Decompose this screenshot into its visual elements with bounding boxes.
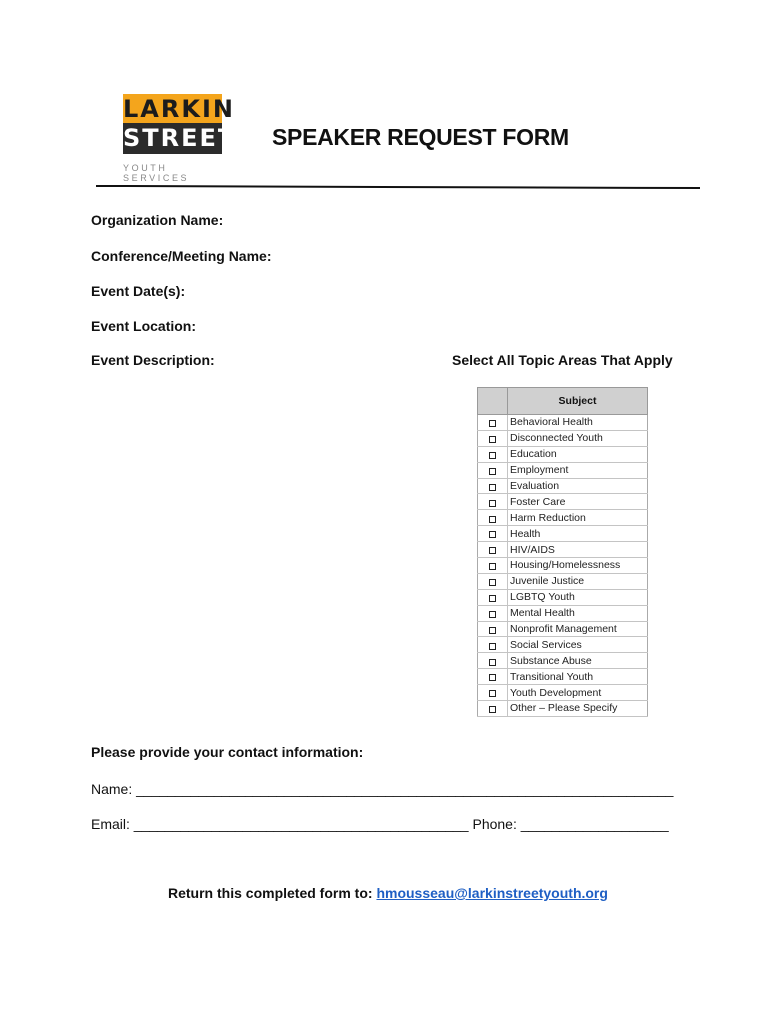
topic-checkbox-cell	[478, 573, 508, 589]
topic-label: Mental Health	[508, 605, 648, 621]
topic-label: Evaluation	[508, 478, 648, 494]
topic-checkbox[interactable]	[489, 690, 496, 697]
subject-column-header: Subject	[508, 388, 648, 415]
conference-name-label: Conference/Meeting Name:	[91, 248, 272, 264]
logo-street-block	[123, 123, 237, 154]
topic-checkbox[interactable]	[489, 643, 496, 650]
topic-checkbox-cell	[478, 415, 508, 431]
name-field[interactable]: Name: _____________________________________________________________________	[91, 781, 674, 797]
table-row	[478, 558, 648, 574]
table-row	[478, 542, 648, 558]
table-row	[478, 653, 648, 669]
table-row	[478, 573, 648, 589]
topic-checkbox[interactable]	[489, 627, 496, 634]
topic-label: Nonprofit Management	[508, 621, 648, 637]
topic-label: Other – Please Specify	[508, 701, 648, 717]
topic-checkbox-cell	[478, 589, 508, 605]
table-row	[478, 589, 648, 605]
topic-checkbox-cell	[478, 494, 508, 510]
table-row	[478, 669, 648, 685]
table-row	[478, 637, 648, 653]
topic-label: Health	[508, 526, 648, 542]
table-row	[478, 415, 648, 431]
event-description-label: Event Description:	[91, 352, 215, 368]
topic-checkbox-cell	[478, 558, 508, 574]
topic-label: Behavioral Health	[508, 415, 648, 431]
topic-label: Social Services	[508, 637, 648, 653]
logo-line-larkin: LARKIN	[123, 95, 235, 123]
table-row	[478, 701, 648, 717]
table-row	[478, 605, 648, 621]
topic-rows	[478, 415, 648, 717]
logo	[123, 94, 235, 125]
organization-name-label: Organization Name:	[91, 212, 224, 228]
email-phone-field[interactable]: Email: ___________________________________________ Phone: ___________________	[91, 816, 669, 832]
topic-checkbox-cell	[478, 478, 508, 494]
topic-label: HIV/AIDS	[508, 542, 648, 558]
topic-checkbox[interactable]	[489, 452, 496, 459]
topic-checkbox[interactable]	[489, 563, 496, 570]
topic-label: Transitional Youth	[508, 669, 648, 685]
page-title: SPEAKER REQUEST FORM	[272, 124, 569, 150]
topic-checkbox[interactable]	[489, 531, 496, 538]
topic-checkbox-cell	[478, 462, 508, 478]
topic-label: Disconnected Youth	[508, 430, 648, 446]
topic-checkbox[interactable]	[489, 595, 496, 602]
topic-checkbox-cell	[478, 542, 508, 558]
topic-label: Employment	[508, 462, 648, 478]
topic-checkbox[interactable]	[489, 500, 496, 507]
table-row	[478, 510, 648, 526]
topic-checkbox[interactable]	[489, 611, 496, 618]
topics-table	[477, 387, 648, 717]
topic-checkbox-cell	[478, 669, 508, 685]
topic-checkbox-cell	[478, 653, 508, 669]
topic-checkbox-cell	[478, 685, 508, 701]
topic-checkbox[interactable]	[489, 436, 496, 443]
topic-checkbox[interactable]	[489, 420, 496, 427]
return-email-link[interactable]: hmousseau@larkinstreetyouth.org	[376, 885, 608, 901]
title-divider	[96, 185, 700, 189]
topic-checkbox[interactable]	[489, 468, 496, 475]
topic-checkbox-cell	[478, 637, 508, 653]
return-instructions	[168, 885, 608, 901]
topic-checkbox-cell	[478, 446, 508, 462]
table-row	[478, 430, 648, 446]
topic-label: Substance Abuse	[508, 653, 648, 669]
topic-label: Foster Care	[508, 494, 648, 510]
topic-checkbox-cell	[478, 605, 508, 621]
table-row	[478, 685, 648, 701]
topic-checkbox[interactable]	[489, 579, 496, 586]
logo-tagline: YOUTH SERVICES	[123, 163, 190, 183]
topic-label: Education	[508, 446, 648, 462]
topic-checkbox-cell	[478, 526, 508, 542]
topic-checkbox-cell	[478, 430, 508, 446]
topic-checkbox[interactable]	[489, 674, 496, 681]
topic-checkbox-cell	[478, 701, 508, 717]
table-row	[478, 526, 648, 542]
topic-checkbox[interactable]	[489, 484, 496, 491]
checkbox-column-header	[478, 388, 508, 415]
topics-heading: Select All Topic Areas That Apply	[452, 352, 673, 368]
contact-heading: Please provide your contact information:	[91, 744, 364, 760]
topic-checkbox[interactable]	[489, 547, 496, 554]
topic-label: LGBTQ Youth	[508, 589, 648, 605]
table-row	[478, 446, 648, 462]
table-row	[478, 494, 648, 510]
topic-checkbox[interactable]	[489, 659, 496, 666]
table-row	[478, 621, 648, 637]
topic-label: Juvenile Justice	[508, 573, 648, 589]
topic-label: Youth Development	[508, 685, 648, 701]
topic-checkbox-cell	[478, 510, 508, 526]
topic-label: Housing/Homelessness	[508, 558, 648, 574]
table-row	[478, 462, 648, 478]
table-row	[478, 478, 648, 494]
return-text: Return this completed form to:	[168, 885, 377, 901]
topic-checkbox[interactable]	[489, 706, 496, 713]
event-dates-label: Event Date(s):	[91, 283, 186, 299]
topic-checkbox[interactable]	[489, 516, 496, 523]
logo-line-street: STREET	[123, 124, 237, 152]
event-location-label: Event Location:	[91, 318, 197, 334]
topic-checkbox-cell	[478, 621, 508, 637]
topic-label: Harm Reduction	[508, 510, 648, 526]
